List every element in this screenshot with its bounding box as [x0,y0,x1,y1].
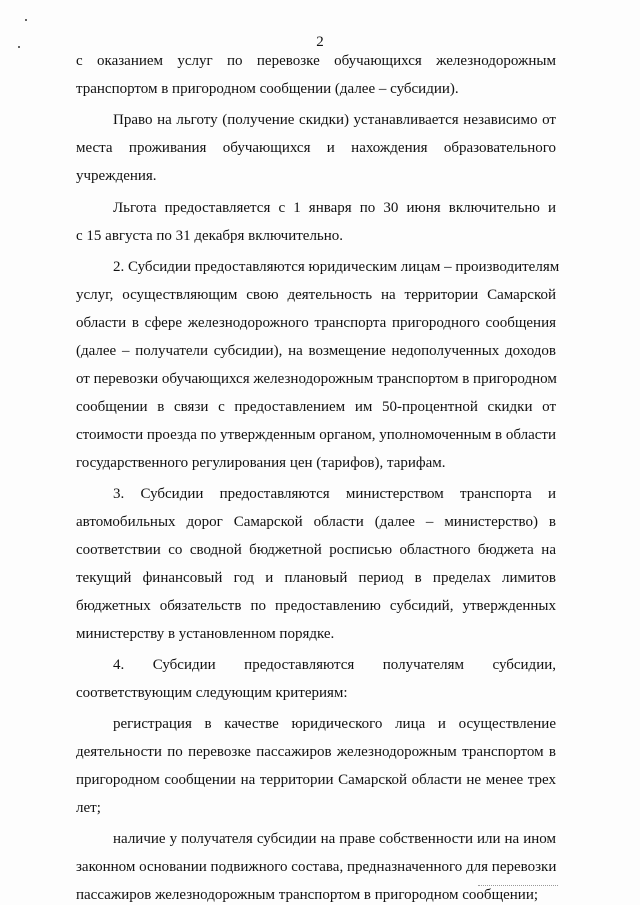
text-line: 4. Субсидии предоставляются получателям субсидии, [113,657,556,673]
text-line: 3. Субсидии предоставляются министерством транспорта и [113,486,556,502]
text-line: пригородном сообщении на территории Самарской области не менее трех [76,772,556,788]
text-line: услуг, осуществляющим свою деятельность на территории Самарской [76,287,556,303]
text-line: учреждения. [76,168,157,184]
text-line: деятельности по перевозке пассажиров железнодорожным транспортом в [76,744,556,760]
text-line: 2. Субсидии предоставляются юридическим лицам – производителям [113,259,560,275]
scan-edge-mark [478,885,558,886]
text-line: пассажиров железнодорожным транспортом в пригородном сообщении; [76,887,539,903]
text-line: области в сфере железнодорожного транспорта пригородного сообщения [76,315,556,331]
text-line: с 15 августа по 31 декабря включительно. [76,228,344,244]
text-line: стоимости проезда по утвержденным органом, уполномоченным в области [76,427,556,443]
text-line: лет; [76,800,101,816]
text-line: регистрация в качестве юридического лица и осуществление [113,716,556,732]
page-number: 2 [316,34,324,50]
text-line: от перевозки обучающихся железнодорожным транспортом в пригородном [76,371,557,387]
text-line: законном основании подвижного состава, предназначенного для перевозки [76,859,557,875]
text-line: наличие у получателя субсидии на праве собственности или на ином [113,831,556,847]
text-line: сообщении в связи с предоставлением им 50-процентной скидки от [76,399,556,415]
text-line: Право на льготу (получение скидки) устанавливается независимо от [113,112,556,128]
text-line: бюджетных обязательств по предоставлению субсидий, утвержденных [76,598,556,614]
scan-speck [25,19,27,21]
text-line: соответствующим следующим критериям: [76,685,348,701]
text-line: министерству в установленном порядке. [76,626,335,642]
text-line: государственного регулирования цен (тарифов), тарифам. [76,455,446,471]
text-line: текущий финансовый год и плановый период в пределах лимитов [76,570,556,586]
text-line: места проживания обучающихся и нахождения образовательного [76,140,556,156]
text-line: Льгота предоставляется с 1 января по 30 июня включительно и [113,200,556,216]
text-line: (далее – получатели субсидии), на возмещение недополученных доходов [76,343,556,359]
text-line: соответствии со сводной бюджетной росписью областного бюджета на [76,542,556,558]
text-line: автомобильных дорог Самарской области (далее – министерство) в [76,514,556,530]
text-line: транспортом в пригородном сообщении (далее – субсидии). [76,81,459,97]
text-line: с оказанием услуг по перевозке обучающихся железнодорожным [76,53,556,69]
